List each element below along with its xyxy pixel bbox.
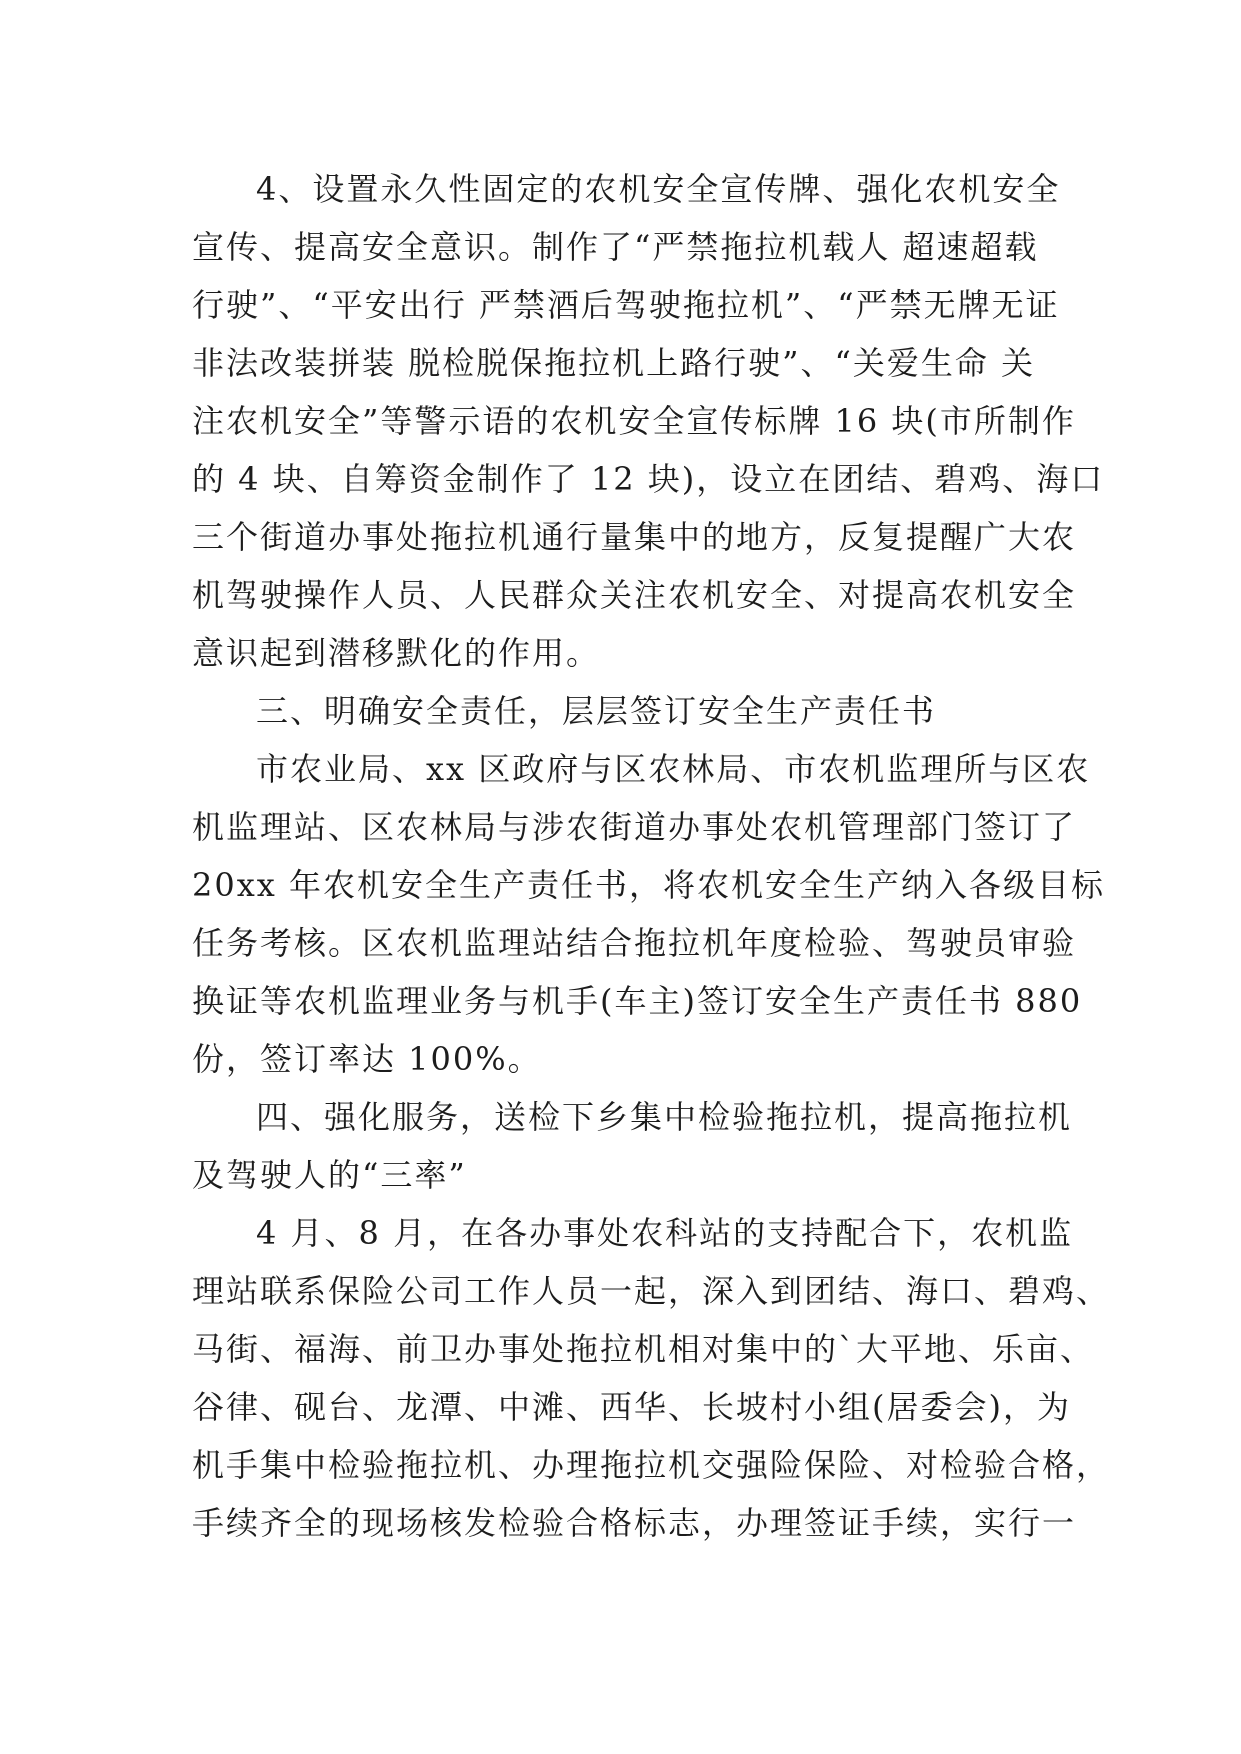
paragraph-line: 的 4 块、自筹资金制作了 12 块)，设立在团结、碧鸡、海口 (192, 460, 1105, 498)
paragraph-line: 三个街道办事处拖拉机通行量集中的地方，反复提醒广大农 (192, 518, 1077, 556)
paragraph-line: 非法改装拼装 脱检脱保拖拉机上路行驶”、“关爱生命 关 (192, 344, 1036, 382)
section-heading: 三、明确安全责任，层层签订安全生产责任书 (256, 692, 937, 730)
paragraph-line: 机驾驶操作人员、人民群众关注农机安全、对提高农机安全 (192, 576, 1077, 614)
paragraph-line: 任务考核。区农机监理站结合拖拉机年度检验、驾驶员审验 (192, 924, 1077, 962)
paragraph-line: 份，签订率达 100%。 (192, 1040, 542, 1078)
section-heading: 及驾驶人的“三率” (192, 1156, 467, 1194)
paragraph-line: 机监理站、区农林局与涉农街道办事处农机管理部门签订了 (192, 808, 1077, 846)
paragraph-line: 宣传、提高安全意识。制作了“严禁拖拉机载人 超速超载 (192, 228, 1039, 266)
paragraph-line: 换证等农机监理业务与机手(车主)签订安全生产责任书 880 (192, 982, 1083, 1020)
paragraph-line: 4 月、8 月，在各办事处农科站的支持配合下，农机监 (256, 1214, 1074, 1252)
paragraph-line: 机手集中检验拖拉机、办理拖拉机交强险保险、对检验合格， (192, 1446, 1111, 1484)
section-heading: 四、强化服务，送检下乡集中检验拖拉机，提高拖拉机 (256, 1098, 1073, 1136)
paragraph-line: 20xx 年农机安全生产责任书，将农机安全生产纳入各级目标 (192, 866, 1105, 904)
paragraph-line: 马街、福海、前卫办事处拖拉机相对集中的`大平地、乐亩、 (192, 1330, 1095, 1368)
paragraph-line: 理站联系保险公司工作人员一起，深入到团结、海口、碧鸡、 (192, 1272, 1111, 1310)
paragraph-line: 谷律、砚台、龙潭、中滩、西华、长坡村小组(居委会)，为 (192, 1388, 1071, 1426)
paragraph-line: 注农机安全”等警示语的农机安全宣传标牌 16 块(市所制作 (192, 402, 1076, 440)
paragraph-line: 意识起到潜移默化的作用。 (192, 634, 601, 672)
paragraph-line: 行驶”、“平安出行 严禁酒后驾驶拖拉机”、“严禁无牌无证 (192, 286, 1060, 324)
paragraph-line: 手续齐全的现场核发检验合格标志，办理签证手续，实行一 (192, 1504, 1077, 1542)
paragraph-line: 市农业局、xx 区政府与区农林局、市农机监理所与区农 (256, 750, 1091, 788)
paragraph-line: 4、设置永久性固定的农机安全宣传牌、强化农机安全 (256, 170, 1061, 208)
document-body (192, 160, 1111, 1552)
